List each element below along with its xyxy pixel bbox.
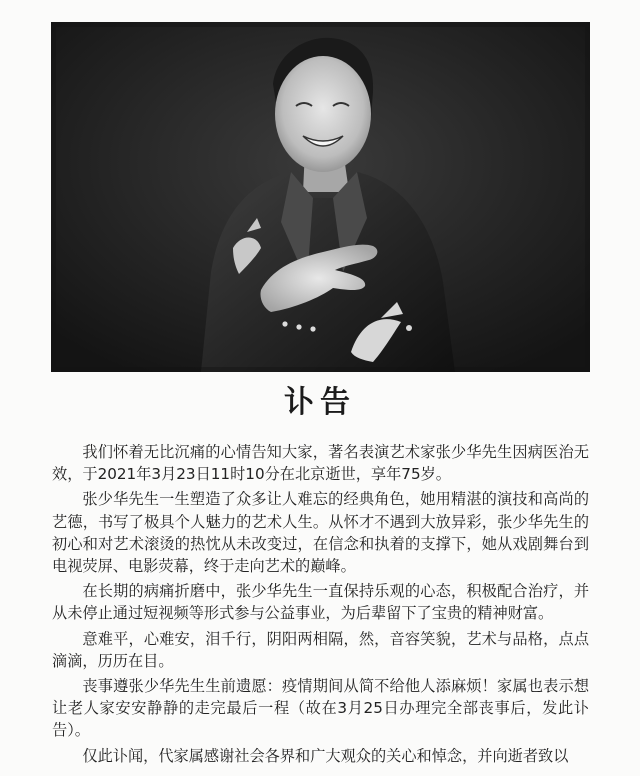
- paragraph-mourning: 意难平，心难安，泪千行，阴阳两相隔，然，音容笑貌，艺术与品格，点点滴滴，历历在目。: [52, 629, 589, 670]
- paragraph-funeral-wishes: 丧事遵张少华先生生前遗愿：疫情期间从简不给他人添麻烦！家属也表示想让老人家安安静静的走完最后一程（故在3月25日办理完全部丧事后，发此讣告）。: [52, 677, 589, 740]
- obituary-title: 讣告: [284, 385, 356, 420]
- obituary-body: [52, 441, 589, 770]
- paragraph-announcement: 我们怀着无比沉痛的心情告知大家，著名表演艺术家张少华先生因病医治无效，于2021年3月23日11时10分在北京逝世，享年75岁。: [52, 443, 589, 484]
- paragraph-thanks: 仅此讣闻，代家属感谢社会各界和广大观众的关心和悼念，并向逝者致以: [82, 746, 569, 765]
- paragraph-career: 张少华先生一生塑造了众多让人难忘的经典角色，她用精湛的演技和高尚的艺德，书写了极具个人魅力的艺术人生。从怀才不遇到大放异彩，张少华先生的初心和对艺术滚烫的热忱从未改变过，在信念和执着的支撑下，她从戏剧舞台到电视荧屏、电影荧幕，终于走向艺术的巅峰。: [52, 490, 589, 576]
- portrait-photo: [51, 22, 590, 372]
- paragraph-illness: 在长期的病痛折磨中，张少华先生一直保持乐观的心态，积极配合治疗，并从未停止通过短视频等形式参与公益事业，为后辈留下了宝贵的精神财富。: [52, 582, 589, 623]
